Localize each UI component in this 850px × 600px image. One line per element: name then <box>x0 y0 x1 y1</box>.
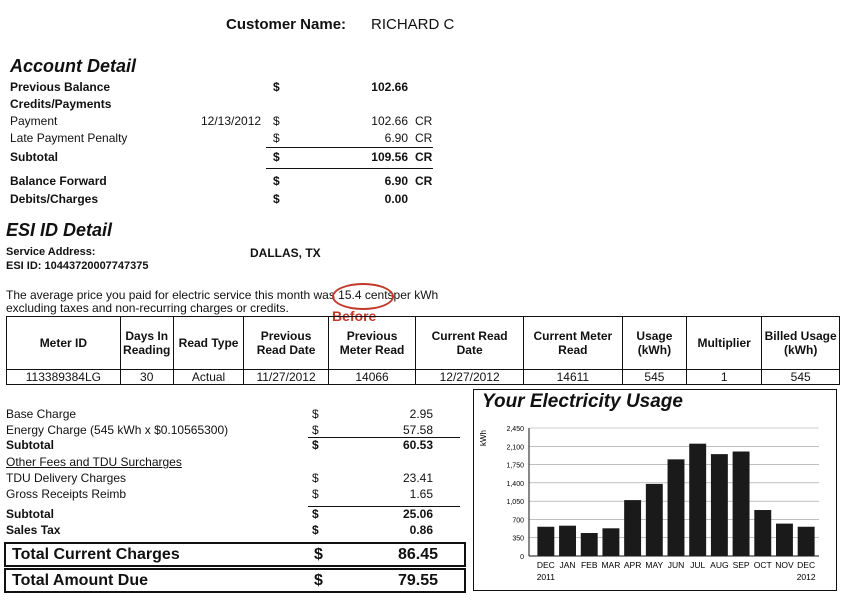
meter-table-row <box>7 370 840 385</box>
account-row-label: Credits/Payments <box>10 97 112 111</box>
chart-y-tick-label: 700 <box>512 517 524 525</box>
chart-x-tick-label: NOV <box>775 560 794 570</box>
esi-detail-title: ESI ID Detail <box>6 220 113 240</box>
account-row-amount: 6.90 <box>384 131 408 145</box>
account-row-label: Subtotal <box>10 150 58 164</box>
charge-row-currency: $ <box>312 423 319 437</box>
total-current-charges-currency: $ <box>314 546 323 563</box>
chart-y-tick-label: 350 <box>512 535 524 543</box>
total-amount-due-currency: $ <box>314 572 323 589</box>
total-current-charges-box <box>4 542 466 567</box>
account-row-cr: CR <box>415 131 433 145</box>
charge-row-label: Subtotal <box>6 507 54 521</box>
charge-row-currency: $ <box>312 471 319 485</box>
account-row-currency: $ <box>273 131 280 145</box>
chart-y-tick-label: 1,400 <box>506 480 524 488</box>
meter-header-cell: Usage (kWh) <box>622 317 686 370</box>
charge-row-currency: $ <box>312 438 319 452</box>
average-price-unit: per kWh <box>393 288 439 302</box>
service-address-label: Service Address: <box>6 246 96 258</box>
chart-bar <box>624 500 641 556</box>
charge-row-amount: 25.06 <box>402 507 433 521</box>
chart-bar <box>668 459 685 556</box>
fees-subtotal-rule <box>308 506 460 507</box>
charge-row-currency: $ <box>312 523 319 537</box>
meter-header-cell: Current Read Date <box>416 317 523 370</box>
charge-row-label: Gross Receipts Reimb <box>6 487 127 501</box>
electricity-usage-chart <box>473 389 837 591</box>
charge-row-amount: 23.41 <box>402 471 433 485</box>
customer-name-label: Customer Name: <box>226 16 347 33</box>
chart-year-end: 2012 <box>796 572 816 582</box>
chart-x-tick-label: OCT <box>753 560 772 570</box>
chart-y-tick-label: 1,750 <box>506 462 524 470</box>
chart-bar <box>581 533 598 556</box>
meter-table <box>6 316 840 385</box>
meter-table-header <box>7 317 840 370</box>
before-annotation: Before <box>332 308 377 324</box>
charge-row-amount: 1.65 <box>409 487 433 501</box>
chart-x-tick-label: FEB <box>580 560 598 570</box>
chart-x-tick-label: JUN <box>667 560 685 570</box>
meter-header-cell: Current Meter Read <box>523 317 622 370</box>
account-row-amount: 102.66 <box>371 80 408 94</box>
account-row-currency: $ <box>273 150 280 164</box>
meter-header-cell: Billed Usage (kWh) <box>762 317 840 370</box>
chart-bar <box>537 527 554 556</box>
account-row-currency: $ <box>273 192 280 206</box>
chart-y-tick-label: 2,100 <box>506 444 524 452</box>
chart-x-tick-label: MAY <box>645 560 664 570</box>
chart-x-tick-label: JAN <box>559 560 576 570</box>
chart-x-tick-label: DEC <box>797 560 816 570</box>
charge-row-label: Subtotal <box>6 438 54 452</box>
charge-row-label: Other Fees and TDU Surcharges <box>6 455 182 469</box>
customer-name-value: RICHARD C <box>371 16 455 33</box>
account-row-amount: 6.90 <box>384 174 408 188</box>
meter-header-cell: Previous Meter Read <box>328 317 416 370</box>
meter-cell: 545 <box>622 370 686 385</box>
charge-row-currency: $ <box>312 507 319 521</box>
chart-bar <box>776 524 793 556</box>
meter-header-cell: Previous Read Date <box>244 317 328 370</box>
account-row-label: Debits/Charges <box>10 192 99 206</box>
total-current-charges-label: Total Current Charges <box>12 546 180 563</box>
total-current-charges-amount: 86.45 <box>397 546 438 563</box>
average-price-note: excluding taxes and non-recurring charges or credits. <box>6 301 289 315</box>
charge-row-currency: $ <box>312 407 319 421</box>
meter-cell: 545 <box>762 370 840 385</box>
meter-header-cell: Multiplier <box>686 317 761 370</box>
meter-cell: 11/27/2012 <box>244 370 328 385</box>
meter-header-cell: Days In Reading <box>120 317 173 370</box>
charge-row-label: Energy Charge (545 kWh x $0.10565300) <box>6 423 229 437</box>
charge-row-label: Base Charge <box>6 407 77 421</box>
subtotal-rule <box>266 147 433 148</box>
charges-subtotal-rule <box>308 437 460 438</box>
account-row-label: Late Payment Penalty <box>10 131 128 145</box>
chart-x-tick-label: JUL <box>690 560 706 570</box>
account-row-cr: CR <box>415 174 433 188</box>
chart-bar <box>602 528 619 556</box>
chart-title: Your Electricity Usage <box>482 391 683 412</box>
total-amount-due-label: Total Amount Due <box>12 572 148 589</box>
meter-cell: 1 <box>686 370 761 385</box>
meter-header-cell: Meter ID <box>7 317 121 370</box>
average-price-value: 15.4 cents <box>338 288 394 302</box>
account-detail-title: Account Detail <box>10 56 137 76</box>
chart-bar <box>559 526 576 556</box>
total-amount-due-amount: 79.55 <box>397 572 438 589</box>
meter-cell: 14066 <box>328 370 416 385</box>
chart-bar <box>733 452 750 556</box>
meter-cell: 14611 <box>523 370 622 385</box>
account-row-amount: 109.56 <box>371 150 408 164</box>
chart-y-tick-label: 2,450 <box>506 426 524 433</box>
chart-year-start: 2011 <box>536 572 555 582</box>
chart-x-tick-label: MAR <box>601 560 621 570</box>
charge-row-currency: $ <box>312 487 319 501</box>
esi-id: ESI ID: 10443720007747375 <box>6 260 149 272</box>
chart-y-tick-label: 0 <box>520 554 524 561</box>
meter-cell: 12/27/2012 <box>416 370 523 385</box>
chart-y-tick-label: 1,050 <box>506 499 524 507</box>
account-row-amount: 102.66 <box>371 114 408 128</box>
charge-row-amount: 60.53 <box>402 438 433 452</box>
meter-cell: Actual <box>173 370 244 385</box>
chart-x-tick-label: SEP <box>732 560 750 570</box>
service-address-value: DALLAS, TX <box>250 246 321 260</box>
chart-bar <box>754 510 771 556</box>
chart-y-axis-label: kWh <box>479 430 488 446</box>
chart-bar <box>711 454 728 556</box>
average-price-text: The average price you paid for electric service this month was <box>6 288 335 302</box>
charge-row-label: TDU Delivery Charges <box>6 471 127 485</box>
account-row-amount: 0.00 <box>384 192 408 206</box>
chart-svg <box>474 390 836 590</box>
chart-bar <box>689 444 706 556</box>
account-row-label: Payment <box>10 114 58 128</box>
chart-x-tick-label: DEC <box>536 560 555 570</box>
account-row-currency: $ <box>273 114 280 128</box>
account-row-cr: CR <box>415 150 433 164</box>
meter-cell: 30 <box>120 370 173 385</box>
total-amount-due-box <box>4 568 466 593</box>
account-row-currency: $ <box>273 80 280 94</box>
chart-x-tick-label: APR <box>623 560 642 570</box>
chart-bar <box>646 484 663 556</box>
chart-x-tick-label: AUG <box>710 560 729 570</box>
charge-row-amount: 2.95 <box>409 407 433 421</box>
meter-header-cell: Read Type <box>173 317 244 370</box>
account-row-cr: CR <box>415 114 433 128</box>
charge-row-amount: 0.86 <box>409 523 433 537</box>
account-row-label: Balance Forward <box>10 174 107 188</box>
subtotal-rule-bottom <box>266 168 433 169</box>
charge-row-label: Sales Tax <box>6 523 61 537</box>
price-highlight-circle <box>332 283 394 310</box>
charge-row-amount: 57.58 <box>402 423 433 437</box>
account-row-label: Previous Balance <box>10 80 111 94</box>
account-row-date: 12/13/2012 <box>201 114 262 128</box>
chart-bar <box>798 527 815 556</box>
account-row-currency: $ <box>273 174 280 188</box>
meter-cell: 113389384LG <box>7 370 121 385</box>
